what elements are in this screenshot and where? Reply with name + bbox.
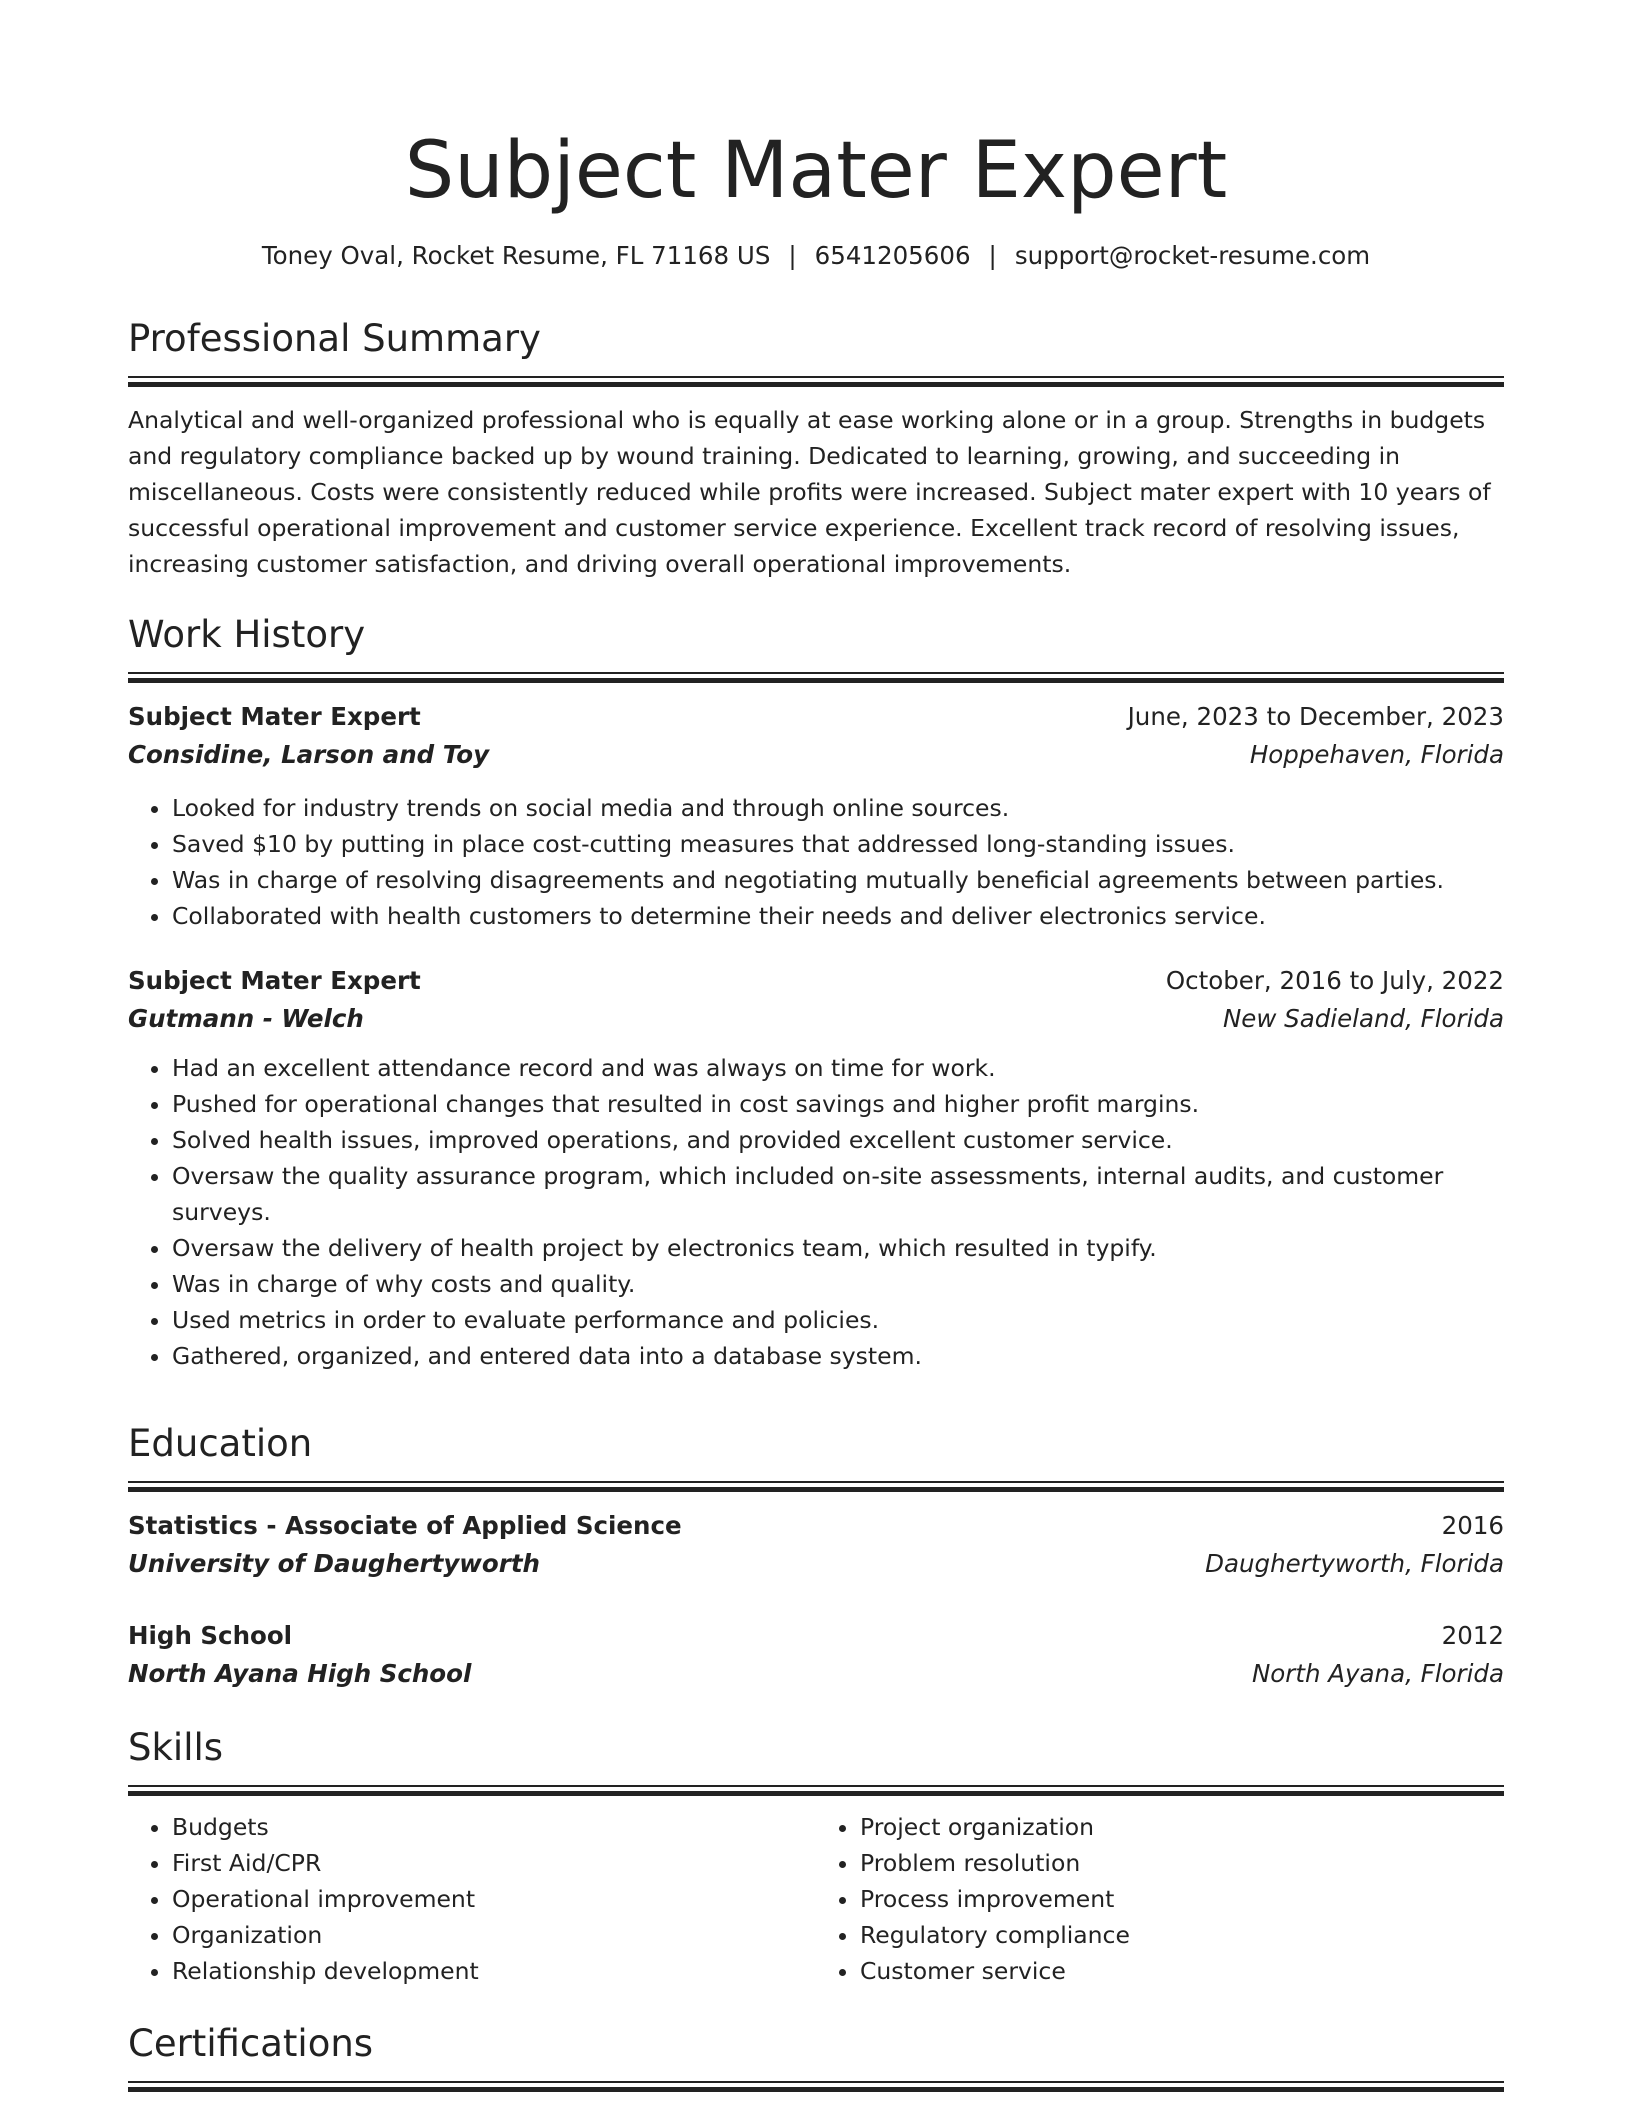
skill-item: • Problem resolution — [860, 1845, 1504, 1881]
skill-item: • Process improvement — [860, 1881, 1504, 1917]
education-entry — [128, 1617, 1504, 1693]
job-location: Hoppehaven, Florida — [1249, 740, 1504, 769]
education-year: 2012 — [1441, 1621, 1504, 1650]
education-degree: Statistics - Associate of Applied Science — [128, 1511, 682, 1540]
contact-address: Toney Oval, Rocket Resume, FL 71168 US — [261, 241, 771, 270]
job-entry — [128, 698, 1504, 934]
candidate-name: Subject Mater Expert — [404, 126, 1228, 216]
skills-columns — [128, 1809, 1504, 1989]
skill-item: • Customer service — [860, 1953, 1504, 1989]
job-dates: October, 2016 to July, 2022 — [1165, 966, 1504, 995]
job-location: New Sadieland, Florida — [1222, 1004, 1504, 1033]
list-item: • Collaborated with health customers to determine their needs and deliver electronics service. — [172, 898, 1504, 934]
list-item: • Had an excellent attendance record and was always on time for work. — [172, 1050, 1504, 1086]
skill-item: • Project organization — [860, 1809, 1504, 1845]
education-school: University of Daughertyworth — [128, 1549, 540, 1578]
job-header-row — [128, 698, 1504, 736]
education-entry — [128, 1507, 1504, 1583]
job-title: Subject Mater Expert — [128, 966, 421, 995]
skills-list-left — [128, 1809, 816, 1989]
education-school: North Ayana High School — [128, 1659, 472, 1688]
contact-separator: | — [788, 241, 797, 270]
education-section — [128, 1419, 1504, 1693]
contact-phone: 6541205606 — [814, 241, 971, 270]
section-divider — [128, 672, 1504, 682]
job-company-row — [128, 736, 1504, 774]
skill-item: • Budgets — [172, 1809, 816, 1845]
skill-item: • Operational improvement — [172, 1881, 816, 1917]
education-degree: High School — [128, 1621, 293, 1650]
list-item: • Pushed for operational changes that resulted in cost savings and higher profit margins. — [172, 1086, 1504, 1122]
education-school-row — [128, 1545, 1504, 1583]
summary-text: Analytical and well-organized professional who is equally at ease working alone or in a group. Strengths in budgets and regulatory compliance backed up by wound training. Dedicated to learning, growing, and succeeding in miscellaneous. Costs were consistently reduced while profits were increased. Subject mater expert with 10 years of successful operational improvement and customer service experience. Excellent track record of resolving issues, increasing customer satisfaction, and driving overall operational improvements. — [128, 406, 1491, 578]
job-title: Subject Mater Expert — [128, 702, 421, 731]
job-entry — [128, 962, 1504, 1374]
education-school-row — [128, 1655, 1504, 1693]
skill-item: • Relationship development — [172, 1953, 816, 1989]
list-item: • Gathered, organized, and entered data into a database system. — [172, 1338, 1504, 1374]
list-item: • Looked for industry trends on social media and through online sources. — [172, 790, 1504, 826]
list-item: • Was in charge of why costs and quality. — [172, 1266, 1504, 1302]
work-history-section — [128, 610, 1504, 1374]
section-heading: Education — [128, 1422, 313, 1465]
certifications-section — [128, 2019, 1504, 2091]
skill-item: • Regulatory compliance — [860, 1917, 1504, 1953]
job-bullets — [128, 790, 1504, 934]
section-heading: Skills — [128, 1726, 224, 1769]
list-item: • Oversaw the delivery of health project by electronics team, which resulted in typify. — [172, 1230, 1504, 1266]
job-company: Considine, Larson and Toy — [128, 740, 490, 769]
list-item: • Used metrics in order to evaluate performance and policies. — [172, 1302, 1504, 1338]
section-divider — [128, 1481, 1504, 1491]
section-divider — [128, 376, 1504, 386]
job-dates: June, 2023 to December, 2023 — [1127, 702, 1504, 731]
contact-line — [128, 238, 1504, 274]
education-location: North Ayana, Florida — [1251, 1659, 1504, 1688]
section-heading: Professional Summary — [128, 317, 541, 360]
list-item: • Was in charge of resolving disagreements and negotiating mutually beneficial agreements between parties. — [172, 862, 1504, 898]
job-header-row — [128, 962, 1504, 1000]
contact-separator: | — [988, 241, 997, 270]
section-divider — [128, 2081, 1504, 2091]
skills-section — [128, 1723, 1504, 1989]
education-header-row — [128, 1617, 1504, 1655]
section-heading: Certifications — [128, 2022, 374, 2065]
contact-email[interactable]: support@rocket-resume.com — [1014, 241, 1371, 270]
education-location: Daughertyworth, Florida — [1205, 1549, 1504, 1578]
skill-item: • First Aid/CPR — [172, 1845, 816, 1881]
section-divider — [128, 1785, 1504, 1795]
job-bullets — [128, 1050, 1504, 1374]
resume-page — [128, 0, 1504, 2065]
job-company-row — [128, 1000, 1504, 1038]
summary-section — [128, 314, 1504, 582]
list-item: • Oversaw the quality assurance program, which included on-site assessments, internal audits, and customer surveys. — [172, 1158, 1504, 1230]
list-item: • Solved health issues, improved operations, and provided excellent customer service. — [172, 1122, 1504, 1158]
skill-item: • Organization — [172, 1917, 816, 1953]
list-item: • Saved $10 by putting in place cost-cutting measures that addressed long-standing issues. — [172, 826, 1504, 862]
education-year: 2016 — [1441, 1511, 1504, 1540]
education-header-row — [128, 1507, 1504, 1545]
job-company: Gutmann - Welch — [128, 1004, 364, 1033]
section-heading: Work History — [128, 613, 366, 656]
skills-list-right — [816, 1809, 1504, 1989]
